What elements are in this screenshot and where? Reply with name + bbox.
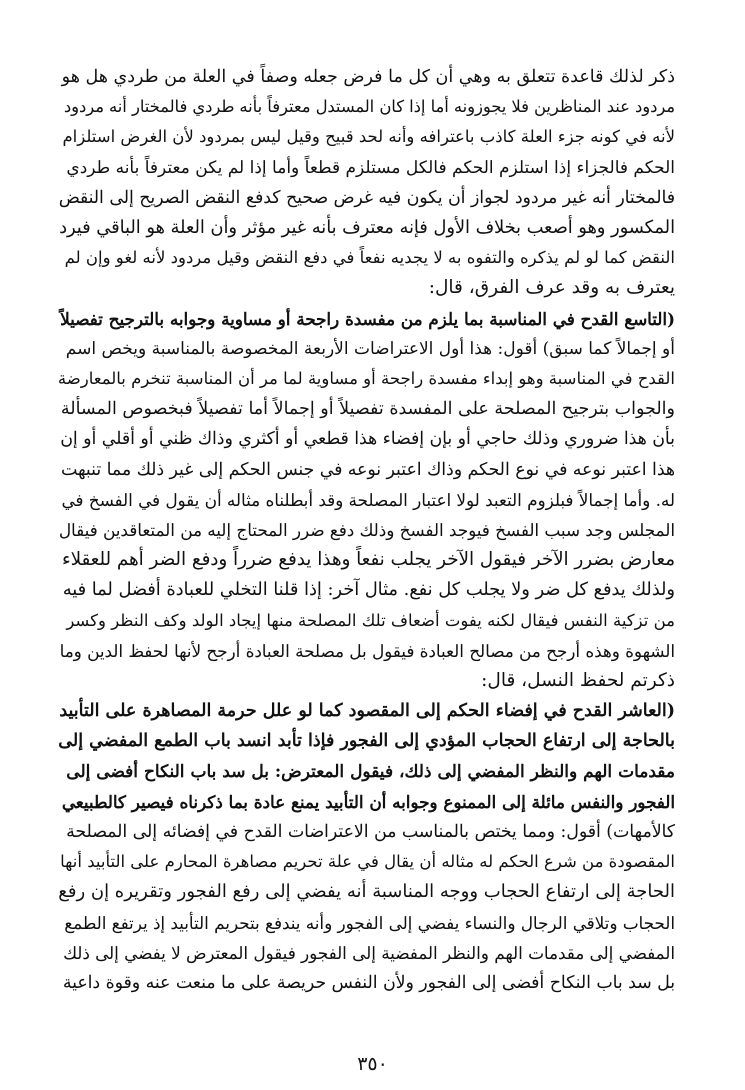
text-line: الحكم فالجزاء إذا استلزم الحكم فالكل مستلزم قطعاً وأما إذا لم يكن معترفاً بأنه طردي bbox=[66, 157, 675, 178]
text-line: من تزكية النفس فيقال لكنه يفوت أضعاف تلك المصلحة منها إيجاد الولد وكف النظر وكسر bbox=[66, 610, 675, 630]
text-line: هذا اعتبر نوعه في نوع الحكم وذاك اعتبر نوعه في جنس الحكم إلى غير ذلك مما تنبهت bbox=[61, 459, 675, 480]
text-line: يعترف به وقد عرف الفرق، قال: bbox=[428, 277, 675, 299]
paragraph bbox=[58, 62, 675, 304]
text-line: لأنه في كونه جزء العلة كاذب باعترافه وأنه لحد قبيح وقيل ليس بمردود لأن الغرض استلزام bbox=[62, 127, 675, 147]
paragraph bbox=[58, 696, 675, 998]
text-line: ذكر لذلك قاعدة تتعلق به وهي أن كل ما فرض جعله وصفاً في العلة من طردي هل هو bbox=[61, 67, 675, 87]
text-line: الحجاب وتلاقي الرجال والنساء يفضي إلى الفجور وأنه يندفع بتحريم التأبيد إذ يرتفع الطمع bbox=[64, 912, 675, 933]
text-line: معارض بضرر الآخر فيقول الآخر يجلب نفعاً وهذا يدفع ضرراً ودفع الضر أهم للعقلاء bbox=[61, 549, 675, 571]
bold-text-line: مقدمات الهم والنظر المفضي إلى ذلك، فيقول المعترض: بل سد باب النكاح أفضى إلى bbox=[66, 761, 675, 782]
text-line: ولذلك يدفع كل ضر ولا يجلب كل نفع. مثال آخر: إذا قلنا التخلي للعبادة أفضل لما فيه bbox=[62, 580, 675, 601]
bold-text-line: بالحاجة إلى ارتفاع الحجاب المؤدي إلى الفجور فإذا تأبد انسد باب الطمع المفضي إلى bbox=[58, 731, 675, 752]
text-line: المقصودة من شرع الحكم له مثاله أن يقال في علة تحريم مصاهرة المحارم على التأبيد أنها bbox=[60, 852, 675, 872]
text-line: أو إجمالاً كما سبق) أقول: هذا أول الاعتراضات الأربعة المخصوصة بالمناسبة ويخص اسم bbox=[65, 338, 675, 359]
text-line: المكسور وهو أصعب بخلاف الأول فإنه معترف بأنه غير مؤثر وأن العلة هو الباقي فيرد bbox=[59, 218, 675, 239]
text-line: الحاجة إلى ارتفاع الحجاب ووجه المناسبة أنه يفضي إلى رفع الفجور وتقريره إن رفع bbox=[58, 881, 675, 903]
text-line: والجواب بترجيح المصلحة على المفسدة تفصيلاً أو إجمالاً أما تفصيلاً فبخصوص المسألة bbox=[60, 399, 675, 420]
paragraph bbox=[58, 304, 675, 697]
text-line: الشهوة وهذه أرجح من مصالح العبادة فيقول بل مصلحة العبادة أرجح لأنها لحفظ الدين وما bbox=[59, 640, 675, 661]
bold-text-line: (العاشر القدح في إفضاء الحكم إلى المقصود كما لو علل حرمة المصاهرة على التأبيد bbox=[59, 701, 675, 722]
body-text bbox=[58, 62, 675, 998]
text-line: المجلس وجد سبب الفسخ فيوجد الفسخ وذلك دفع ضرر المحتاج إليه من المتعاقدين فيقال bbox=[58, 520, 675, 541]
text-line: بل سد باب النكاح أفضى إلى الفجور ولأن النفس حريصة على ما منعت عنه وقوة داعية bbox=[62, 973, 675, 994]
text-line: له. وأما إجمالاً فبلزوم التعبد لولا اعتبار المصلحة وقد أبطلناه مثاله أن يقول في الفسخ في bbox=[61, 489, 675, 510]
bold-text-line: (التاسع القدح في المناسبة بما يلزم من مفسدة راجحة أو مساوية وجوابه بالترجيح تفصيلاً bbox=[60, 308, 675, 329]
text-line: القدح في المناسبة وهو إبداء مفسدة راجحة أو مساوية لما مر أن المناسبة تنخرم بالمعارضة bbox=[58, 369, 675, 389]
text-line: النقض كما لو لم يذكره والتفوه به لا يجديه نفعاً في دفع النقض وقيل مردود لأنه لغو وإن لم bbox=[64, 248, 675, 268]
bold-text-line: الفجور والنفس مائلة إلى الممنوع وجوابه أن التأبيد يمنع عادة بما ذكرناه فيصير كالطبيعي bbox=[61, 791, 675, 812]
page-number: ٣٥٠ bbox=[357, 1053, 388, 1075]
text-line: مردود عند المناظرين فلا يجوزونه أما إذا كان المستدل معترفاً بأنه طردي فالمختار أنه مردود bbox=[63, 97, 675, 117]
text-line: فالمختار أنه غير مردود لجواز أن يكون فيه غرض صحيح كدفع النقض الصريح إلى النقض bbox=[58, 187, 675, 208]
text-line: ذكرتم لحفظ النسل، قال: bbox=[481, 670, 675, 692]
text-line: المفضي إلى مقدمات الهم والنظر المفضية إلى الفجور فيقول المعترض لا يفضي إلى ذلك bbox=[63, 942, 675, 963]
text-line: بأن هذا ضروري وذلك حاجي أو بإن إفضاء هذا قطعي أو أكثري وذاك ظني أو أقلي أو إن bbox=[60, 429, 675, 450]
text-line: كالأمهات) أقول: ومما يختص بالمناسب من الاعتراضات القدح في إفضائه إلى المصلحة bbox=[66, 822, 675, 843]
